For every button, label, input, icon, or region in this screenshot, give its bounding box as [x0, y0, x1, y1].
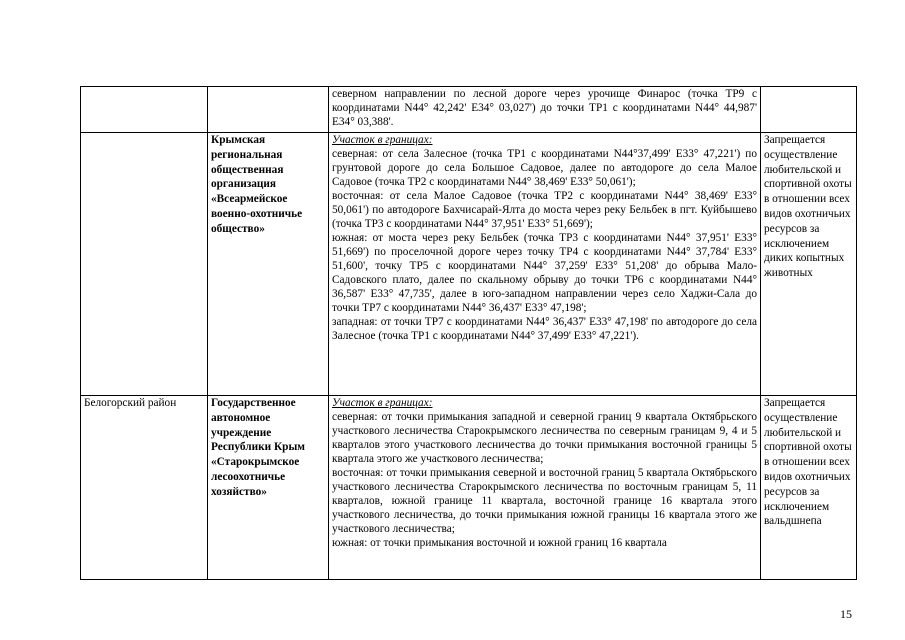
boundary-line: северном направлении по лесной дороге через урочище Финарос (точка ТР9 с координатами N44° 42,242' E34° 03,027') до точки ТР1 с координатами N44° 44,987' E34° 03,388'. [332, 88, 757, 128]
section-title: Участок в границах: [332, 397, 433, 409]
boundary-line-north: северная: от точки примыкания западной и северной границ 9 квартала Октябрьского участкового лесничества Старокрымского лесничества по северным границам 9, 4 и 5 кварталов этого участкового лесничества до точки примыкания восточной границы 5 квартала этого же участкового лесничества; [332, 411, 757, 465]
organization-cell [208, 87, 329, 133]
district-cell: Белогорский район [81, 396, 208, 580]
boundary-line-south: южная: от моста через реку Бельбек (точка ТР3 с координатами N44° 37,951' E33° 51,669') по проселочной дороге через точку ТР4 с координатами N44° 37,784' E33° 51,600', точку ТР5 с координатами N44° 37,259' E33° 51,208' до обрыва Мало-Садовского плато, далее по скальному обрыву до точки ТР6 с координатами N44° 36,587' E33° 47,735', далее в юго-западном направлении через село Хаджи-Сала до точки ТР7 с координатами N44° 36,437' E33° 47,198'; [332, 232, 757, 314]
district-cell [81, 133, 208, 396]
restriction-cell: Запрещается осуществление любительской и спортивной охоты в отношении всех видов охотничьих ресурсов за исключением диких копытных животных [761, 133, 857, 396]
district-cell [81, 87, 208, 133]
boundary-line-east: восточная: от точки примыкания северной и восточной границ 5 квартала Октябрьского участкового лесничества Старокрымского лесничества по восточным границам 5, 11 кварталов, южной границе 11 квартала, восточной границе 16 квартала этого участкового лесничества, до точки примыкания южной границы 16 квартала этого же участкового лесничества; [332, 467, 757, 535]
boundary-description-cell [329, 133, 761, 396]
organization-cell: Крымская региональная общественная организация «Всеармейское военно-охотничье общество» [208, 133, 329, 396]
boundary-line-west: западная: от точки ТР7 с координатами N44° 36,437' E33° 47,198' по автодороге до села Залесное (точка ТР1 с координатами N44° 37,499' E33° 47,221'). [332, 316, 757, 342]
boundary-line-south: южная: от точки примыкания восточной и южной границ 16 квартала [332, 537, 667, 549]
table-row [81, 87, 857, 133]
boundary-line-north: северная: от села Залесное (точка ТР1 с координатами N44°37,499' E33° 47,221') по грунтовой дороге до села Большое Садовое, далее по автодороге до села Малое Садовое (точка ТР2 с координатами N44° 38,469' E33° 50,061'); [332, 148, 757, 188]
boundary-description-cell [329, 87, 761, 133]
hunting-grounds-table [80, 86, 857, 580]
restriction-cell [761, 87, 857, 133]
boundary-line-east: восточная: от села Малое Садовое (точка ТР2 с координатами N44° 38,469' E33° 50,061') по автодороге Бахчисарай-Ялта до моста через реку Бельбек в пгт. Куйбышево (точка ТР3 с координатами N44° 37,951' E33° 51,669'); [332, 190, 757, 230]
section-title: Участок в границах: [332, 134, 433, 146]
organization-cell: Государственное автономное учреждение Республики Крым «Старокрымское лесоохотничье хозяйство» [208, 396, 329, 580]
restriction-cell: Запрещается осуществление любительской и спортивной охоты в отношении всех видов охотничьих ресурсов за исключением вальдшнепа [761, 396, 857, 580]
boundary-description-cell [329, 396, 761, 580]
page-number: 15 [840, 607, 852, 621]
table-row [81, 133, 857, 396]
table-row [81, 396, 857, 580]
